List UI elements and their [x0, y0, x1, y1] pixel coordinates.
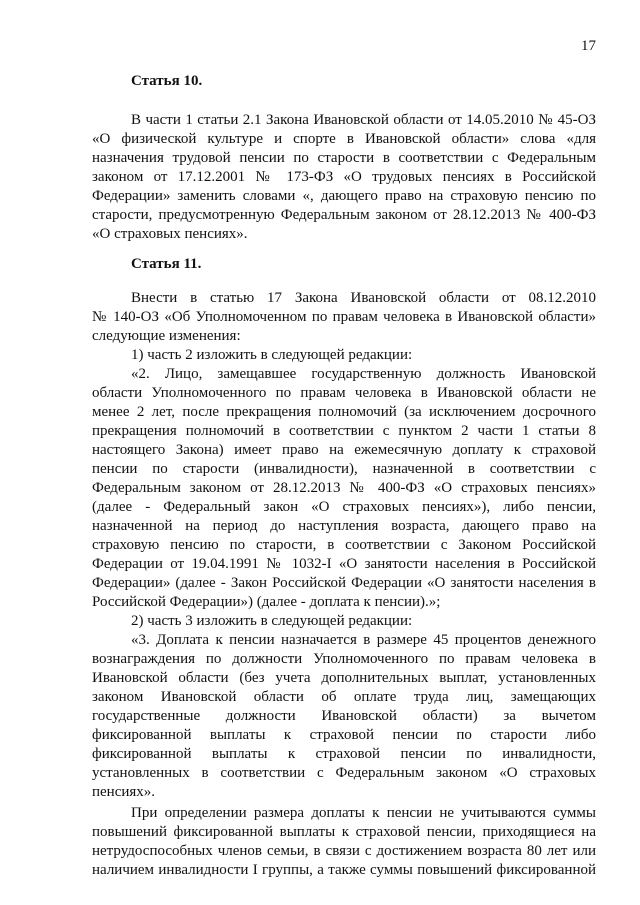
article-11-line: следующие изменения: [92, 328, 241, 344]
article-11-line: Внести в статью 17 Закона Ивановской области от 08.12.2010 [131, 290, 596, 306]
article-11-line: Российской Федерации») (далее - доплата к пенсии).»; [92, 594, 441, 610]
article-10-line: «О страховых пенсиях». [92, 226, 248, 242]
article-11-line: Федерации» (далее - Закон Российской Федерации «О занятости населения в [92, 575, 596, 591]
article-10-line: назначения трудовой пенсии по старости в соответствии с Федеральным [92, 150, 596, 166]
article-11-line: 1) часть 2 изложить в следующей редакции: [131, 347, 413, 363]
article-11-line: фиксированной выплаты к страховой пенсии по инвалидности, [92, 746, 596, 762]
article-11-line: вознаграждения по должности Уполномоченного по правам человека в [92, 651, 596, 667]
article-10-line: старости, предусмотренную Федеральным законом от 28.12.2013 № 400-ФЗ [92, 207, 596, 223]
article-11-line: настоящего Закона) имеет право на ежемесячную доплату к страховой [92, 442, 596, 458]
article-11-line: «3. Доплата к пенсии назначается в размере 45 процентов денежного [131, 632, 596, 648]
article-11-line: установленных в соответствии с Федеральным законом «О страховых [92, 765, 596, 781]
article-10-line: Федерации» заменить словами «, дающего право на страховую пенсию по [92, 188, 596, 204]
article-11-line: № 140-ОЗ «Об Уполномоченном по правам человека в Ивановской области» [92, 309, 596, 325]
article-11-line: пенсии по старости (инвалидности), назначенной в соответствии с [92, 461, 596, 477]
article-11-title: Статья 11. [131, 256, 202, 272]
article-11-line: наличием инвалидности I группы, а также суммы повышений фиксированной [92, 862, 596, 878]
article-11-line: Федерации от 19.04.1991 № 1032-I «О занятости населения в Российской [92, 556, 596, 572]
article-11-line: нетрудоспособных членов семьи, в связи с достижением возраста 80 лет или [92, 843, 596, 859]
article-11-line: прекращения полномочий в соответствии с пунктом 2 части 1 статьи 8 [92, 423, 596, 439]
article-10-line: законом от 17.12.2001 № 173-ФЗ «О трудовых пенсиях в Российской [92, 169, 596, 185]
article-11-line: пенсиях». [92, 784, 156, 800]
article-11-line: области Уполномоченного по правам человека в Ивановской области не [92, 385, 596, 401]
article-11-line: фиксированной выплаты к страховой пенсии по старости либо [92, 727, 596, 743]
article-11-line: Ивановской области (без учета дополнительных выплат, установленных [92, 670, 596, 686]
article-11-line: повышений фиксированной выплаты к страховой пенсии, приходящиеся на [92, 824, 596, 840]
article-10-line: «О физической культуре и спорте в Ивановской области» слова «для [92, 131, 596, 147]
article-11-line: «2. Лицо, замещавшее государственную должность Ивановской [131, 366, 596, 382]
article-11-line: государственные должности Ивановской области) за вычетом [92, 708, 596, 724]
article-11-line: страховую пенсию по старости, в соответствии с Законом Российской [92, 537, 596, 553]
article-10-line: В части 1 статьи 2.1 Закона Ивановской области от 14.05.2010 № 45-ОЗ [131, 112, 596, 128]
article-11-line: (далее - Федеральный закон «О страховых пенсиях»), либо пенсии, [92, 499, 596, 515]
article-11-line: менее 2 лет, после прекращения полномочий (за исключением досрочного [92, 404, 596, 420]
article-11-line: При определении размера доплаты к пенсии не учитываются суммы [131, 805, 596, 821]
article-10-title: Статья 10. [131, 73, 203, 89]
page-number: 17 [581, 38, 596, 54]
article-11-line: назначенной на период до наступления возраста, дающего право на [92, 518, 596, 534]
article-11-line: законом Ивановской области об оплате труда лиц, замещающих [92, 689, 596, 705]
article-11-line: 2) часть 3 изложить в следующей редакции: [131, 613, 413, 629]
article-11-line: Федеральным законом от 28.12.2013 № 400-ФЗ «О страховых пенсиях» [92, 480, 596, 496]
